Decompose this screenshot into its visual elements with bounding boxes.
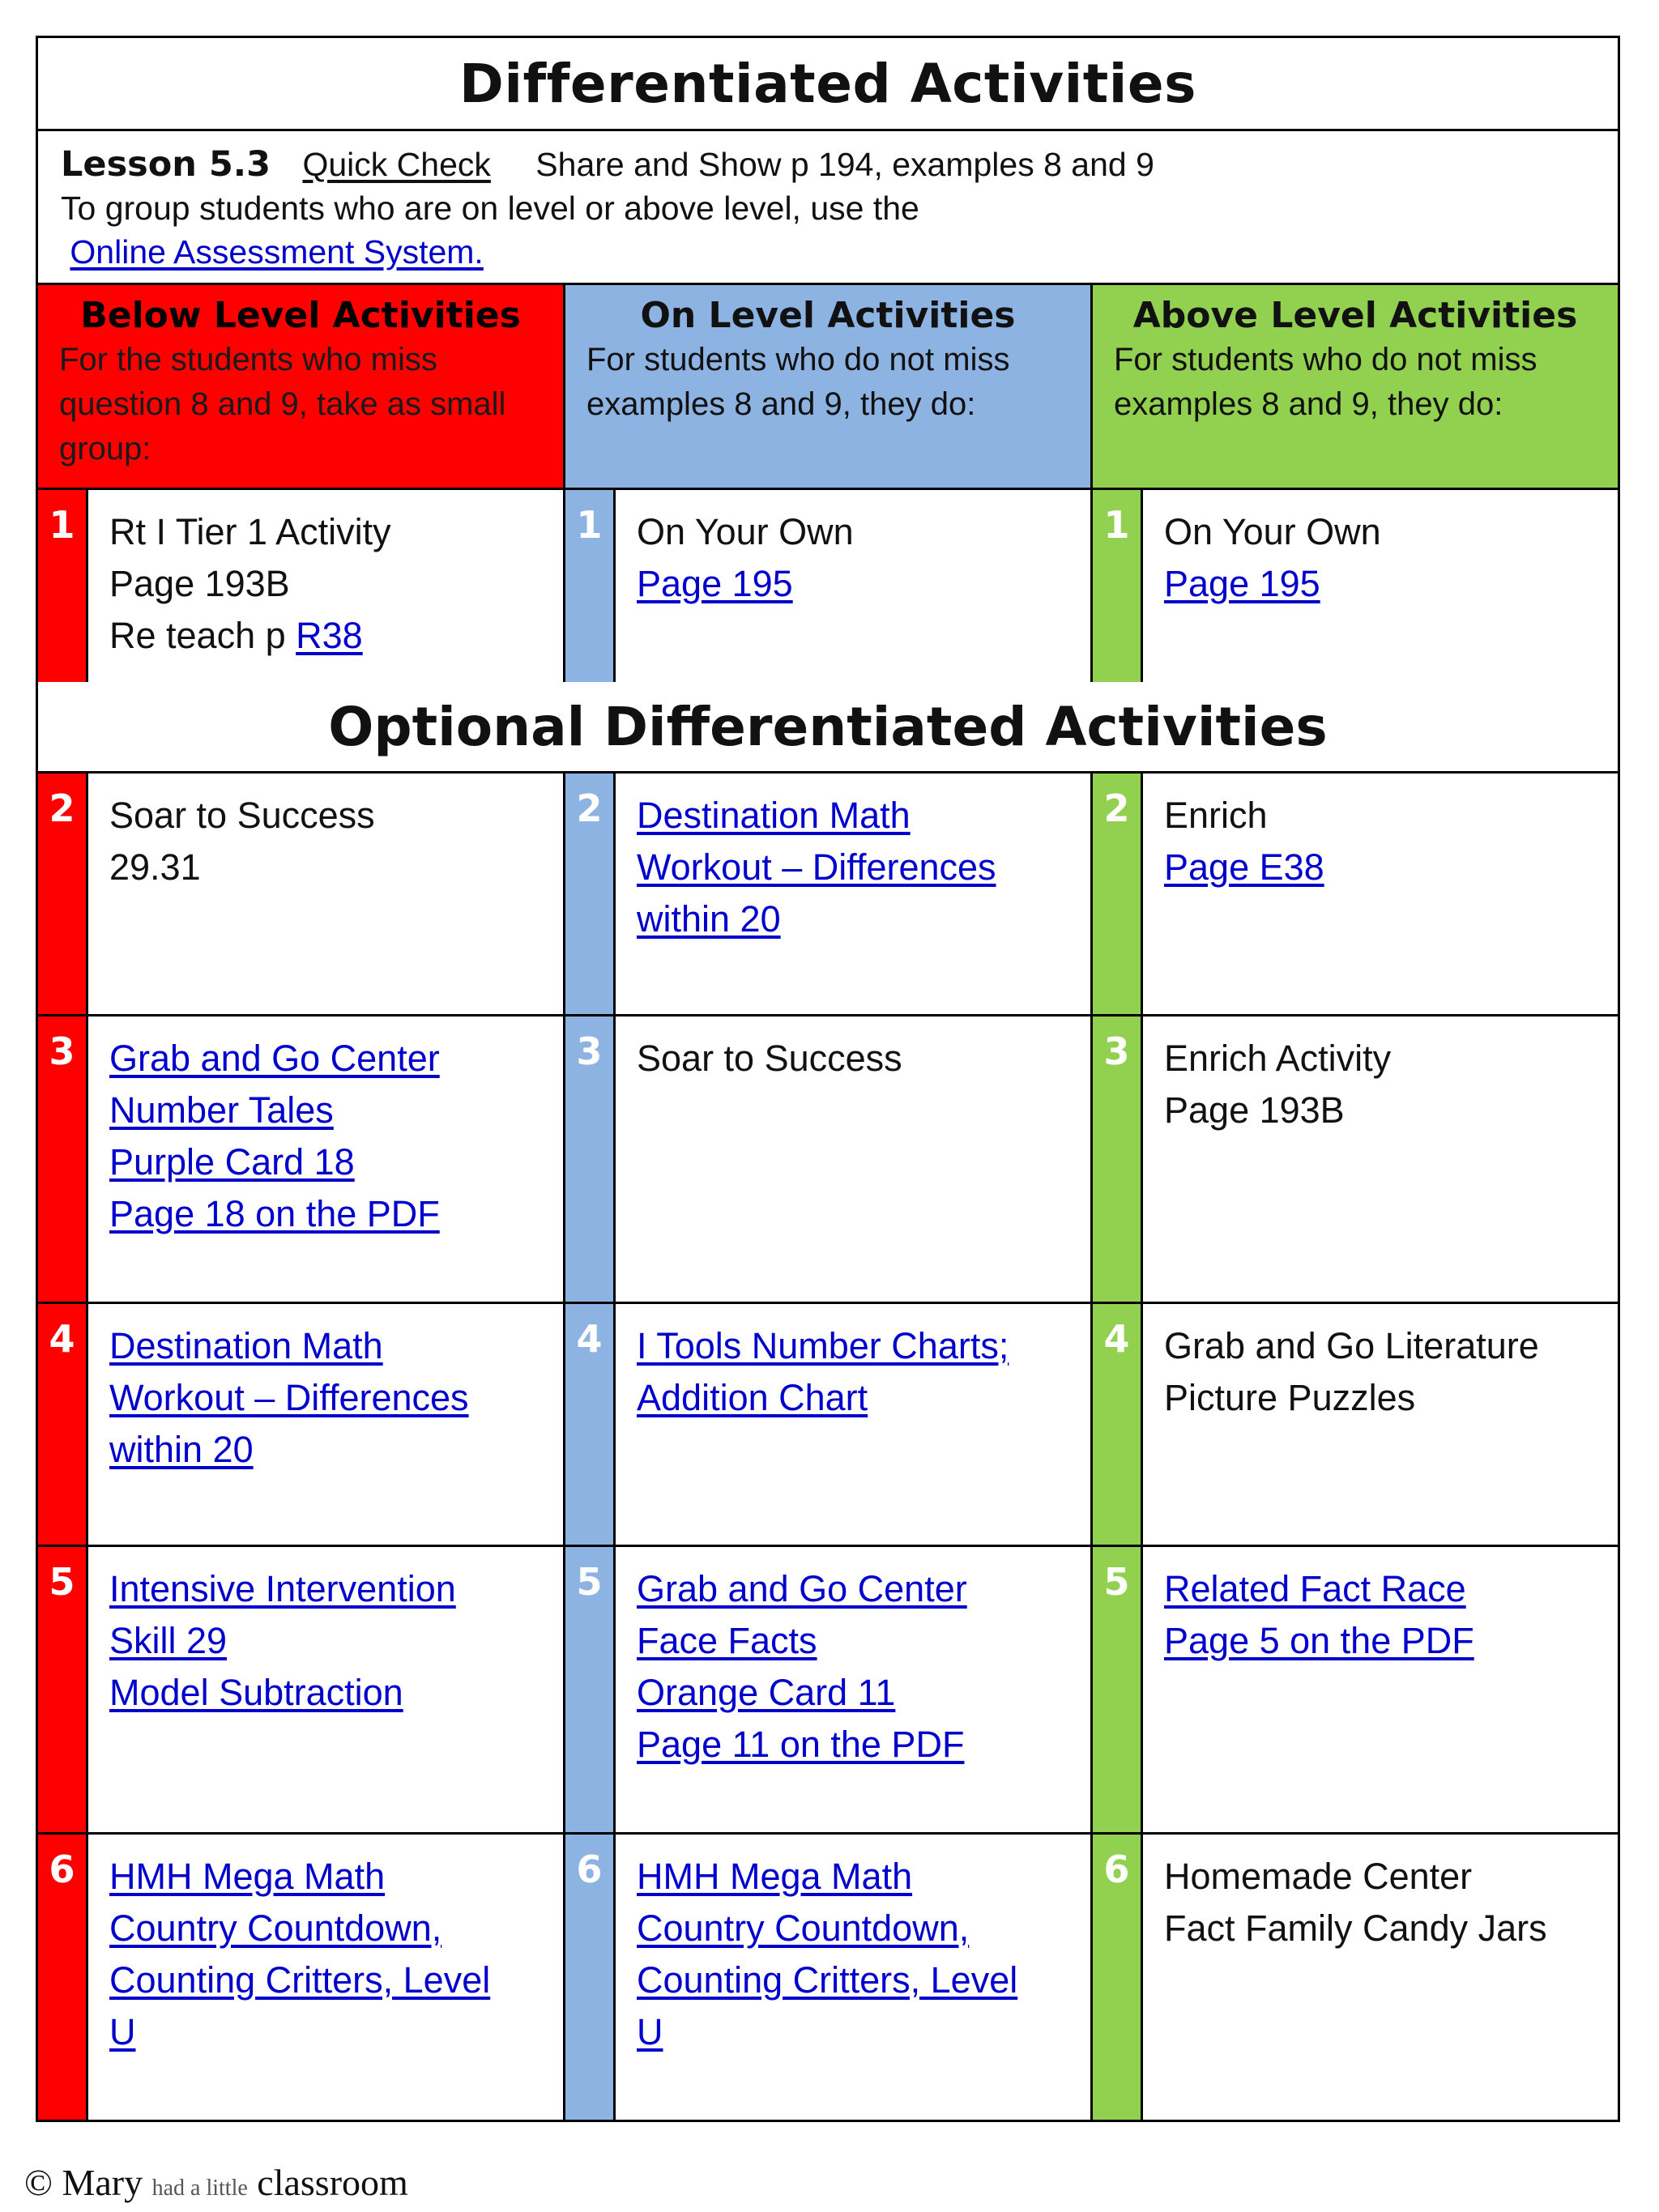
activity-number: 1	[38, 490, 88, 682]
activity-line	[109, 1903, 545, 1954]
activity-line	[109, 1085, 545, 1136]
activity-line	[637, 1033, 1073, 1085]
above-level-activity-cell	[1090, 1547, 1618, 1832]
share-and-show-text: Share and Show p 194, examples 8 and 9	[535, 146, 1154, 183]
activity-line	[109, 1615, 545, 1667]
activity-number: 1	[565, 490, 616, 682]
activity-line	[637, 1615, 1073, 1667]
activity-link[interactable]: within 20	[109, 1429, 254, 1470]
activity-number: 4	[1093, 1304, 1143, 1545]
activity-line	[109, 1033, 545, 1085]
activity-content	[616, 1304, 1090, 1545]
activity-text: Re teach p	[109, 615, 296, 656]
activity-link[interactable]: I Tools Number Charts;	[637, 1325, 1009, 1366]
activity-line	[637, 1563, 1073, 1615]
activity-line	[1164, 1033, 1600, 1085]
above-level-activity-cell	[1090, 490, 1618, 682]
activity-text: 29.31	[109, 846, 201, 888]
below-level-activity-cell	[38, 1547, 563, 1832]
activity-link[interactable]: Purple Card 18	[109, 1141, 355, 1183]
activity-number: 3	[38, 1016, 88, 1302]
activity-row	[38, 490, 1618, 682]
activity-row	[38, 1016, 1618, 1304]
activity-content	[1143, 1304, 1618, 1545]
activity-line	[1164, 842, 1600, 893]
above-level-header	[1090, 285, 1618, 488]
activity-link[interactable]: Page 195	[637, 563, 793, 604]
activity-line	[637, 1372, 1073, 1424]
activity-link[interactable]: Page 195	[1164, 563, 1320, 604]
activity-link[interactable]: Counting Critters, Level	[109, 1959, 491, 2001]
below-level-activity-cell	[38, 1016, 563, 1302]
activity-text: Soar to Success	[637, 1038, 902, 1079]
copyright-footer	[24, 2161, 408, 2204]
activity-text: Grab and Go Literature	[1164, 1325, 1539, 1366]
activity-content	[1143, 1835, 1618, 2120]
activity-line	[637, 1320, 1073, 1372]
quick-check-link[interactable]: Quick Check	[302, 146, 491, 183]
activity-text: On Your Own	[637, 511, 854, 552]
activity-number: 2	[565, 774, 616, 1014]
activity-line	[1164, 558, 1600, 610]
activity-line	[109, 558, 545, 610]
activity-number: 6	[1093, 1835, 1143, 2120]
activity-content	[616, 1547, 1090, 1832]
activity-text: Enrich	[1164, 795, 1268, 836]
activity-line	[109, 506, 545, 558]
activity-line	[637, 1719, 1073, 1771]
activity-link[interactable]: Workout – Differences	[109, 1377, 469, 1418]
activity-text: Page 193B	[1164, 1089, 1345, 1131]
below-level-activity-cell	[38, 490, 563, 682]
lesson-info	[38, 131, 1618, 285]
activity-link[interactable]: Workout – Differences	[637, 846, 996, 888]
activity-line	[1164, 1851, 1600, 1903]
activity-row	[38, 774, 1618, 1016]
activity-text: Rt I Tier 1 Activity	[109, 511, 391, 552]
activity-link[interactable]: Destination Math	[637, 795, 911, 836]
activity-row	[38, 1547, 1618, 1835]
activity-content	[88, 1304, 563, 1545]
activity-content	[616, 490, 1090, 682]
activity-link[interactable]: Addition Chart	[637, 1377, 868, 1418]
on-level-title: On Level Activities	[640, 295, 1016, 336]
activity-number: 2	[38, 774, 88, 1014]
activity-line	[637, 506, 1073, 558]
activity-link[interactable]: U	[109, 2011, 136, 2052]
activity-line	[109, 1667, 545, 1719]
activity-number: 5	[38, 1547, 88, 1832]
below-level-header	[38, 285, 563, 488]
activity-link[interactable]: R38	[296, 615, 363, 656]
activity-content	[88, 1016, 563, 1302]
activity-link[interactable]: Skill 29	[109, 1620, 228, 1661]
activity-link[interactable]: Destination Math	[109, 1325, 383, 1366]
on-level-description: For students who do not miss examples 8 and 9, they do:	[586, 342, 1010, 422]
activity-number: 5	[565, 1547, 616, 1832]
level-headers	[38, 285, 1618, 490]
activity-line	[637, 790, 1073, 842]
activity-link[interactable]: Counting Critters, Level	[637, 1959, 1018, 2001]
activity-link[interactable]: within 20	[637, 898, 781, 940]
activity-line	[109, 1372, 545, 1424]
activity-row	[38, 1835, 1618, 2120]
activity-line	[109, 1136, 545, 1188]
activity-content	[1143, 1016, 1618, 1302]
activity-line	[109, 1563, 545, 1615]
activity-link[interactable]: Grab and Go Center	[109, 1038, 440, 1079]
activity-text: Picture Puzzles	[1164, 1377, 1416, 1418]
activity-line	[109, 1424, 545, 1476]
above-level-title: Above Level Activities	[1132, 295, 1578, 336]
activity-line	[1164, 1615, 1600, 1667]
activity-line	[109, 1188, 545, 1240]
above-level-activity-cell	[1090, 774, 1618, 1014]
activity-content	[1143, 1547, 1618, 1832]
activity-line	[637, 842, 1073, 893]
activity-text: On Your Own	[1164, 511, 1381, 552]
above-level-activity-cell	[1090, 1835, 1618, 2120]
below-level-activity-cell	[38, 1304, 563, 1545]
activity-line	[109, 610, 545, 662]
below-level-description: For the students who miss question 8 and 9, take as small group:	[59, 342, 506, 467]
above-level-activity-cell	[1090, 1304, 1618, 1545]
activity-line	[637, 2006, 1073, 2058]
activities-sheet	[36, 36, 1620, 2122]
activity-link[interactable]: Page 18 on the PDF	[109, 1193, 440, 1234]
activity-content	[616, 774, 1090, 1014]
activity-number: 3	[565, 1016, 616, 1302]
copyright-text: © Mary	[24, 2162, 143, 2203]
activity-line	[637, 1903, 1073, 1954]
activity-number: 6	[565, 1835, 616, 2120]
activity-row	[38, 1304, 1618, 1547]
on-level-header	[563, 285, 1090, 488]
copyright-end-text: classroom	[257, 2162, 408, 2203]
activity-link[interactable]: Related Fact Race	[1164, 1568, 1466, 1609]
below-level-activity-cell	[38, 774, 563, 1014]
activity-line	[1164, 506, 1600, 558]
on-level-activity-cell	[563, 1835, 1090, 2120]
below-level-title: Below Level Activities	[80, 295, 521, 336]
activity-link[interactable]: HMH Mega Math	[109, 1856, 386, 1897]
activity-link[interactable]: Page E38	[1164, 846, 1324, 888]
activity-link[interactable]: Page 11 on the PDF	[637, 1724, 965, 1765]
activity-line	[109, 2006, 545, 2058]
on-level-activity-cell	[563, 1547, 1090, 1832]
activity-content	[88, 1547, 563, 1832]
grouping-instructions: To group students who are on level or above level, use the	[61, 190, 919, 227]
on-level-activity-cell	[563, 774, 1090, 1014]
activity-line	[109, 842, 545, 893]
online-assessment-link[interactable]: Online Assessment System.	[70, 233, 484, 271]
activity-line	[1164, 790, 1600, 842]
above-level-activity-cell	[1090, 1016, 1618, 1302]
activity-line	[1164, 1563, 1600, 1615]
activity-line	[637, 893, 1073, 945]
activity-content	[88, 490, 563, 682]
activity-line	[1164, 1372, 1600, 1424]
activity-number: 3	[1093, 1016, 1143, 1302]
activity-link[interactable]: Grab and Go Center	[637, 1568, 967, 1609]
copyright-small-text: had a little	[151, 2176, 248, 2201]
activity-text: Enrich Activity	[1164, 1038, 1392, 1079]
activity-line	[1164, 1085, 1600, 1136]
activity-link[interactable]: Country Countdown,	[637, 1907, 970, 1949]
on-level-activity-cell	[563, 1016, 1090, 1302]
activity-link[interactable]: HMH Mega Math	[637, 1856, 913, 1897]
activity-text: Fact Family Candy Jars	[1164, 1907, 1547, 1949]
below-level-activity-cell	[38, 1835, 563, 2120]
activity-link[interactable]: Model Subtraction	[109, 1672, 403, 1713]
activity-content	[616, 1016, 1090, 1302]
activity-link[interactable]: Country Countdown,	[109, 1907, 442, 1949]
activity-content	[616, 1835, 1090, 2120]
activity-content	[1143, 774, 1618, 1014]
activity-link[interactable]: Face Facts	[637, 1620, 817, 1661]
on-level-activity-cell	[563, 1304, 1090, 1545]
activity-line	[1164, 1903, 1600, 1954]
lesson-number: Lesson 5.3	[61, 144, 271, 185]
on-level-activity-cell	[563, 490, 1090, 682]
activity-text: Soar to Success	[109, 795, 375, 836]
activity-number: 4	[565, 1304, 616, 1545]
activity-link[interactable]: Number Tales	[109, 1089, 334, 1131]
page-title: Differentiated Activities	[38, 38, 1618, 131]
activity-number: 1	[1093, 490, 1143, 682]
optional-activities-title: Optional Differentiated Activities	[38, 682, 1618, 774]
activity-text: Homemade Center	[1164, 1856, 1473, 1897]
activity-line	[109, 1320, 545, 1372]
activity-content	[1143, 490, 1618, 682]
activity-line	[109, 1851, 545, 1903]
activity-number: 4	[38, 1304, 88, 1545]
activity-line	[637, 1954, 1073, 2006]
activity-number: 5	[1093, 1547, 1143, 1832]
activity-line	[637, 1667, 1073, 1719]
activity-line	[109, 1954, 545, 2006]
activity-line	[1164, 1320, 1600, 1372]
activity-line	[637, 1851, 1073, 1903]
activity-content	[88, 1835, 563, 2120]
activity-link[interactable]: Orange Card 11	[637, 1672, 896, 1713]
activity-line	[637, 558, 1073, 610]
activity-text: Page 193B	[109, 563, 290, 604]
activity-line	[109, 790, 545, 842]
activity-number: 6	[38, 1835, 88, 2120]
activity-content	[88, 774, 563, 1014]
activity-link[interactable]: Page 5 on the PDF	[1164, 1620, 1474, 1661]
activity-link[interactable]: U	[637, 2011, 663, 2052]
activity-link[interactable]: Intensive Intervention	[109, 1568, 456, 1609]
activity-number: 2	[1093, 774, 1143, 1014]
above-level-description: For students who do not miss examples 8 and 9, they do:	[1114, 342, 1537, 422]
